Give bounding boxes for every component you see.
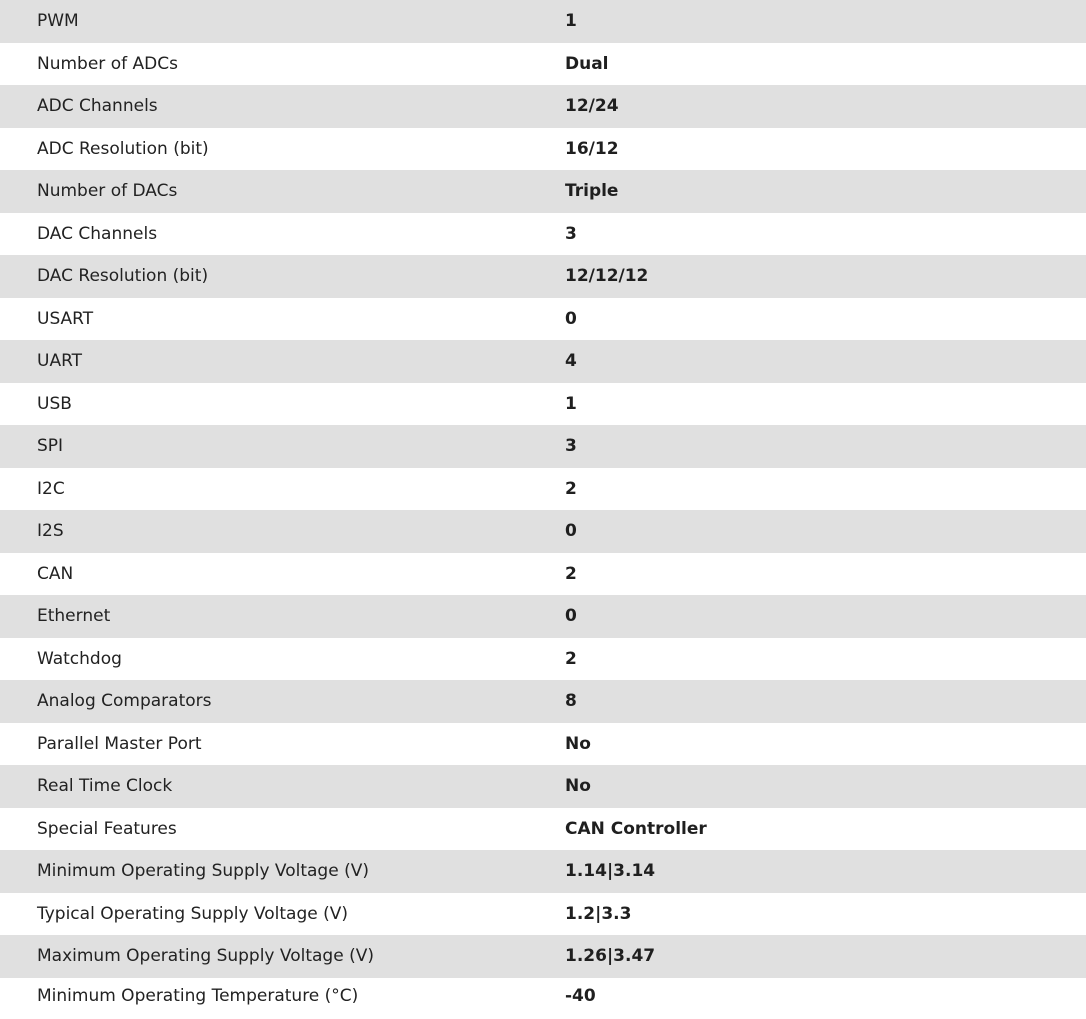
spec-value: 1.26|3.47 (565, 946, 656, 967)
spec-value: 1.2|3.3 (565, 903, 632, 924)
spec-value: 0 (565, 521, 577, 542)
spec-value: 16/12 (565, 138, 619, 159)
table-row (0, 213, 1086, 256)
spec-value: 1 (565, 393, 577, 414)
table-row (0, 680, 1086, 723)
spec-value: -40 (565, 985, 596, 1006)
spec-label: Analog Comparators (37, 691, 212, 712)
table-row (0, 935, 1086, 978)
spec-value: 3 (565, 223, 577, 244)
spec-label: Ethernet (37, 606, 111, 627)
table-row (0, 128, 1086, 171)
spec-label: ADC Resolution (bit) (37, 138, 209, 159)
spec-label: Special Features (37, 818, 177, 839)
spec-label: ADC Channels (37, 96, 158, 117)
spec-label: USB (37, 393, 72, 414)
spec-label: DAC Channels (37, 223, 158, 244)
spec-label: DAC Resolution (bit) (37, 266, 209, 287)
spec-value: 12/12/12 (565, 266, 649, 287)
table-row (0, 850, 1086, 893)
spec-value: 8 (565, 691, 577, 712)
spec-value: 2 (565, 478, 577, 499)
spec-label: Maximum Operating Supply Voltage (V) (37, 946, 374, 967)
table-row (0, 638, 1086, 681)
spec-value: 0 (565, 308, 577, 329)
spec-label: Parallel Master Port (37, 733, 202, 754)
spec-value: 4 (565, 351, 577, 372)
spec-value: No (565, 733, 591, 754)
table-row (0, 510, 1086, 553)
table-row (0, 765, 1086, 808)
spec-value: 3 (565, 436, 577, 457)
spec-value: 12/24 (565, 96, 619, 117)
table-row (0, 893, 1086, 936)
spec-label: CAN (37, 563, 74, 584)
spec-value: 1 (565, 11, 577, 32)
spec-label: Real Time Clock (37, 776, 173, 797)
spec-label: Number of DACs (37, 181, 178, 202)
table-row (0, 383, 1086, 426)
table-row (0, 0, 1086, 43)
table-row (0, 255, 1086, 298)
table-row (0, 468, 1086, 511)
spec-value: CAN Controller (565, 818, 707, 839)
spec-label: Number of ADCs (37, 53, 178, 74)
spec-value: 2 (565, 563, 577, 584)
spec-value: Dual (565, 53, 609, 74)
spec-label: Minimum Operating Supply Voltage (V) (37, 861, 369, 882)
spec-label: I2C (37, 478, 65, 499)
spec-label: Watchdog (37, 648, 122, 669)
table-row (0, 978, 1086, 1019)
table-row (0, 340, 1086, 383)
table-row (0, 425, 1086, 468)
spec-label: USART (37, 308, 94, 329)
table-row (0, 595, 1086, 638)
table-row (0, 85, 1086, 128)
spec-value: 2 (565, 648, 577, 669)
spec-value: 0 (565, 606, 577, 627)
spec-label: Typical Operating Supply Voltage (V) (37, 903, 348, 924)
spec-label: Minimum Operating Temperature (°C) (37, 985, 359, 1006)
table-row (0, 298, 1086, 341)
spec-value: Triple (565, 181, 619, 202)
spec-label: PWM (37, 11, 79, 32)
table-row (0, 43, 1086, 86)
spec-label: SPI (37, 436, 64, 457)
spec-value: 1.14|3.14 (565, 861, 656, 882)
table-row (0, 553, 1086, 596)
spec-label: UART (37, 351, 83, 372)
table-row (0, 170, 1086, 213)
table-row (0, 723, 1086, 766)
spec-value: No (565, 776, 591, 797)
spec-label: I2S (37, 521, 64, 542)
table-row (0, 808, 1086, 851)
